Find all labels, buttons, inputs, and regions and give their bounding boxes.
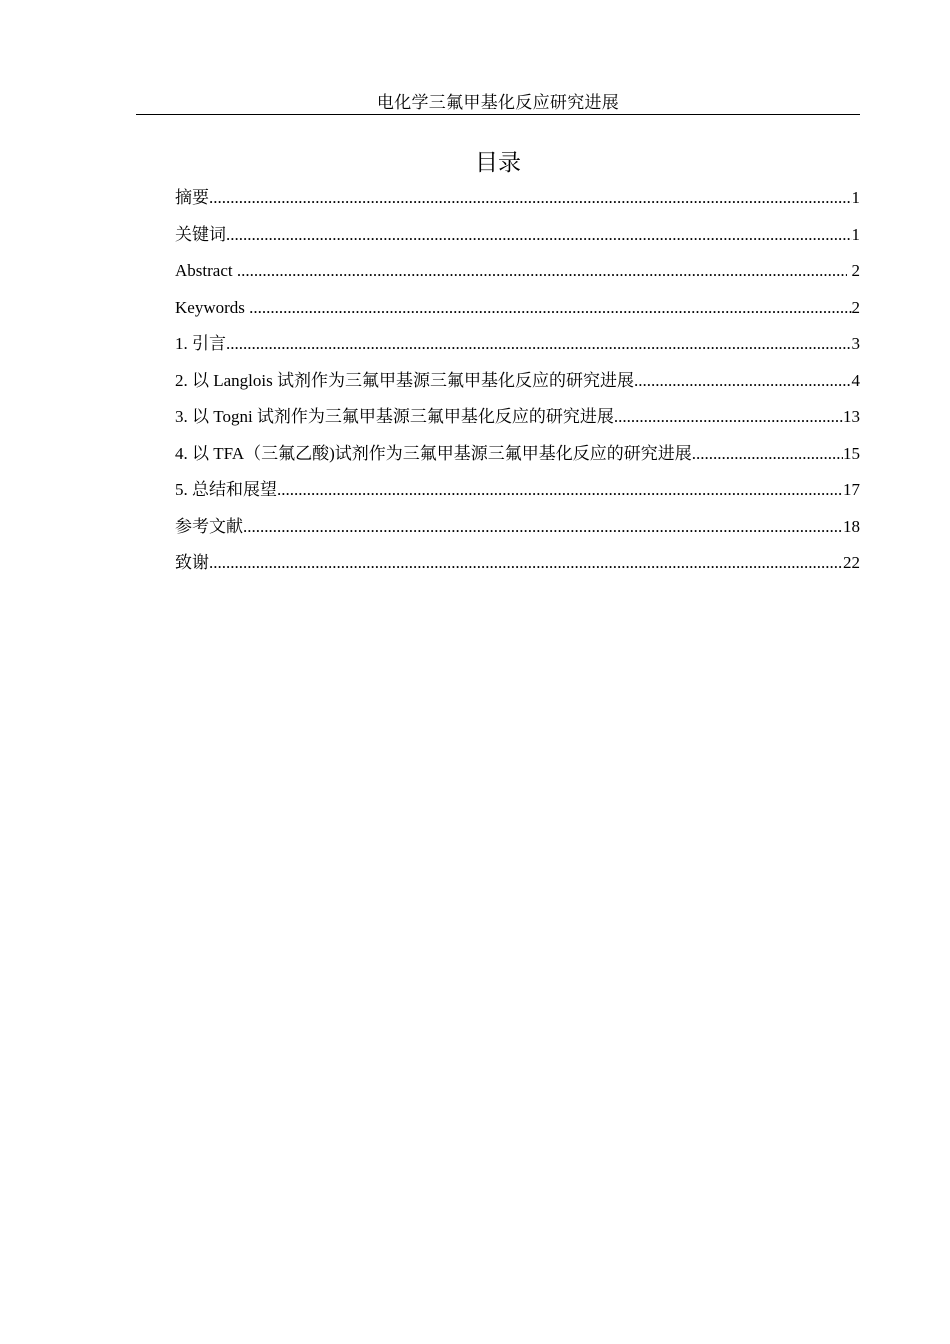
toc-dot-leader	[209, 186, 852, 210]
toc-dot-leader	[237, 259, 847, 283]
toc-dot-leader	[692, 442, 843, 466]
toc-page-number: 1	[851, 188, 860, 207]
toc-page-number: 17	[843, 480, 860, 499]
header-rule	[136, 114, 860, 115]
table-of-contents	[175, 186, 860, 588]
toc-entry-label: Abstract	[175, 261, 237, 280]
toc-page-number: 1	[851, 224, 860, 244]
toc-entry-section-5[interactable]	[175, 478, 860, 515]
toc-entry-label: 关键词	[175, 224, 226, 244]
toc-entry-keywords-en[interactable]	[175, 296, 860, 333]
toc-entry-label: 5. 总结和展望	[175, 480, 277, 499]
toc-entry-label: 4. 以 TFA（三氟乙酸)试剂作为三氟甲基源三氟甲基化反应的研究进展	[175, 443, 692, 463]
toc-page-number: 15	[843, 443, 860, 463]
toc-dot-leader	[226, 332, 852, 356]
running-header: 电化学三氟甲基化反应研究进展	[376, 93, 620, 112]
toc-entry-abstract-en[interactable]	[175, 259, 860, 296]
toc-entry-section-4[interactable]	[175, 442, 860, 479]
toc-entry-abstract-cn[interactable]	[175, 186, 860, 223]
toc-page-number: 13	[843, 407, 860, 426]
toc-page-number: 3	[851, 334, 860, 353]
toc-entry-label: 摘要	[175, 188, 209, 207]
toc-dot-leader	[243, 515, 843, 539]
toc-dot-leader	[614, 405, 843, 429]
toc-entry-acknowledgements[interactable]	[175, 551, 860, 588]
toc-entry-section-2[interactable]	[175, 369, 860, 406]
toc-entry-label: Keywords	[175, 297, 250, 317]
toc-entry-label: 致谢	[175, 553, 209, 572]
toc-entry-keywords-cn[interactable]	[175, 223, 860, 260]
toc-entry-references[interactable]	[175, 515, 860, 552]
toc-page-number: 2	[851, 297, 860, 317]
toc-dot-leader	[277, 478, 843, 502]
toc-entry-label: 参考文献	[175, 516, 243, 536]
toc-dot-leader	[634, 369, 852, 393]
toc-dot-leader	[226, 223, 852, 247]
toc-entry-label: 2. 以 Langlois 试剂作为三氟甲基源三氟甲基化反应的研究进展	[175, 370, 634, 390]
toc-entry-section-1[interactable]	[175, 332, 860, 369]
toc-entry-label: 1. 引言	[175, 334, 226, 353]
toc-entry-label: 3. 以 Togni 试剂作为三氟甲基源三氟甲基化反应的研究进展	[175, 407, 614, 426]
toc-page-number: 4	[851, 370, 860, 390]
toc-dot-leader	[249, 296, 851, 320]
toc-page-number: 2	[847, 261, 860, 280]
toc-dot-leader	[209, 551, 843, 575]
toc-page-number: 22	[843, 553, 860, 572]
toc-page-number: 18	[843, 516, 860, 536]
toc-entry-section-3[interactable]	[175, 405, 860, 442]
toc-title: 目录	[475, 150, 521, 176]
